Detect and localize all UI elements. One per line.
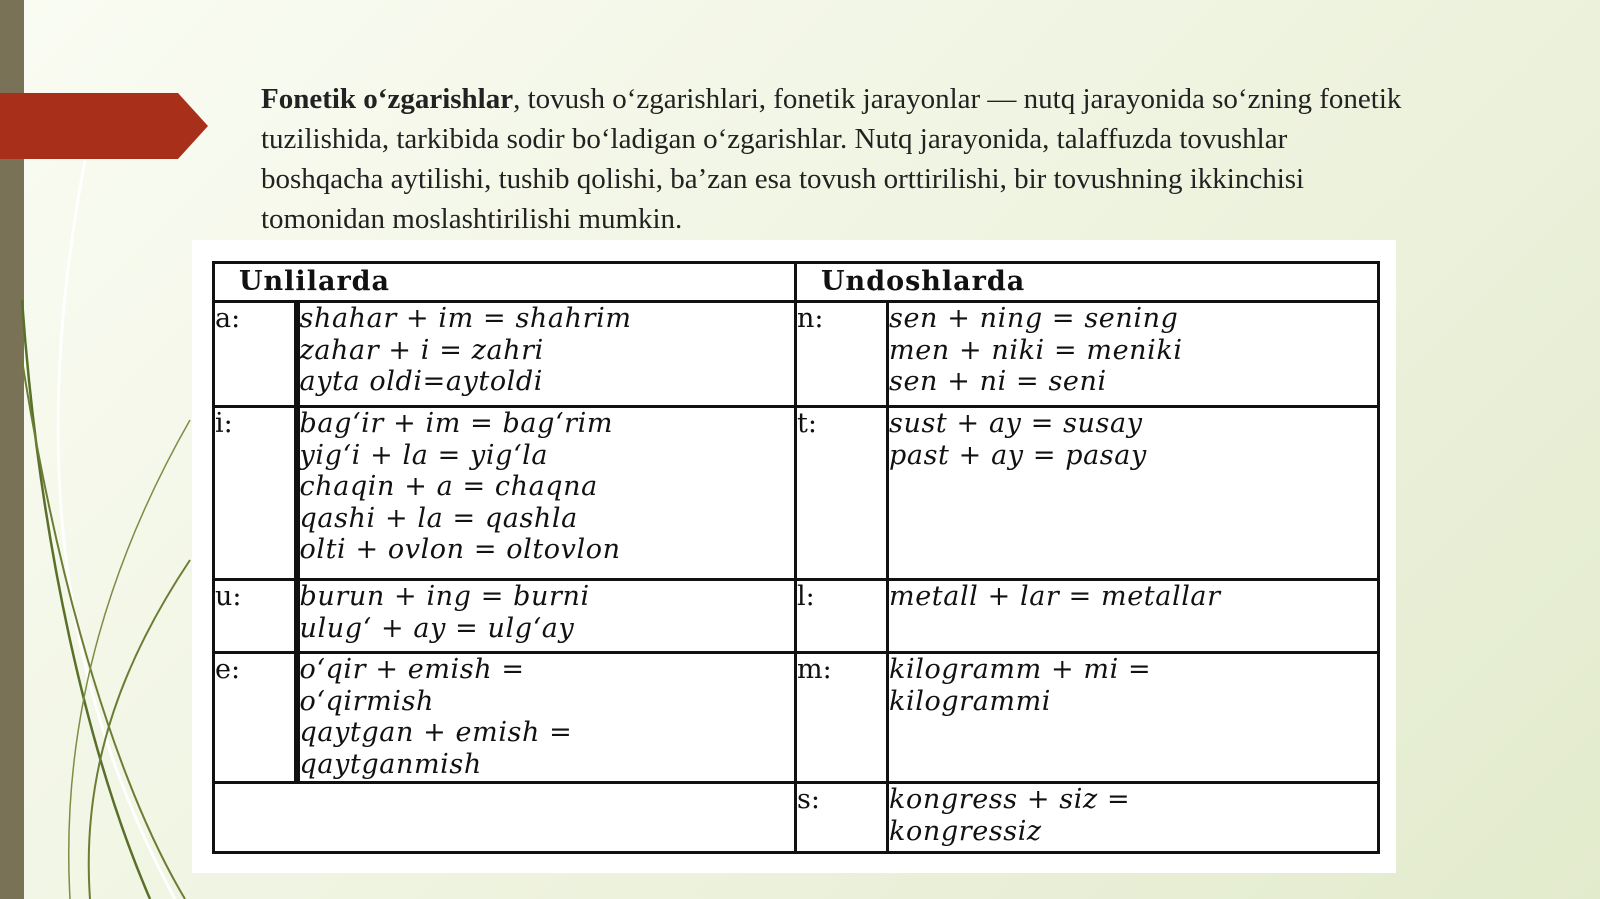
phonetic-changes-table [212,261,1380,854]
example-line: ulug‘ + ay = ulg‘ay [299,612,575,644]
red-arrow-marker [0,93,208,159]
example-line: ayta oldi=aytoldi [299,366,544,397]
intro-term: Fonetik o‘zgarishlar [261,83,514,115]
intro-paragraph [261,79,1406,239]
consonant-examples [888,302,1379,407]
vowel-examples [297,653,796,783]
example-line: yig‘i + la = yig‘la [299,439,549,471]
consonant-examples [888,407,1379,580]
example-line: men + niki = meniki [889,334,1183,366]
example-line: bag‘ir + im = bag‘rim [299,408,614,439]
empty-vowel-cell [214,783,796,853]
example-line: past + ay = pasay [889,439,1147,471]
example-line: sen + ning = sening [889,303,1179,334]
example-table-panel [192,240,1396,873]
table-row [214,580,1379,653]
table-row [214,407,1379,580]
consonant-label: l: [796,580,888,653]
vowel-label: e: [214,653,297,783]
consonant-label: m: [796,653,888,783]
table-header-row [214,263,1379,302]
vowel-examples [297,302,796,407]
header-vowels: Unlilarda [214,263,796,302]
example-line: o‘qirmish [299,685,435,717]
table-row [214,653,1379,783]
example-line: zahar + i = zahri [299,334,544,366]
consonant-label: n: [796,302,888,407]
example-line: burun + ing = burni [299,581,590,612]
vowel-label: a: [214,302,297,407]
consonant-label: s: [796,783,888,853]
vowel-label: i: [214,407,297,580]
consonant-label: t: [796,407,888,580]
consonant-examples [888,783,1379,853]
consonant-examples [888,653,1379,783]
example-line: sust + ay = susay [889,408,1143,439]
example-line: o‘qir + emish = [299,654,525,685]
example-line: chaqin + a = chaqna [299,471,598,502]
consonant-examples [888,580,1379,653]
example-line: qaytgan + emish = [299,717,573,748]
example-line: olti + ovlon = oltovlon [299,534,621,565]
header-consonants: Undoshlarda [796,263,1379,302]
table-row [214,302,1379,407]
example-line: kongress + siz = [889,784,1131,815]
example-line: kongressiz [889,815,1042,847]
example-line: qaytganmish [299,748,482,780]
example-line: kilogramm + mi = [889,654,1152,685]
example-line: shahar + im = shahrim [299,303,632,334]
vowel-examples [297,407,796,580]
vowel-label: u: [214,580,297,653]
example-line: qashi + la = qashla [299,502,578,534]
example-line: metall + lar = metallar [889,581,1221,612]
example-line: sen + ni = seni [889,366,1107,397]
intro-text: , tovush o‘zgarishlari, fonetik jarayonlar — nutq jarayonida so‘zning fonetik tuzilishida, tarkibida sodir bo‘ladigan o‘zgarishlar. Nutq jarayonida, talaffuzda tovushlar boshqacha aytilishi, tushib qolishi, ba’zan esa tovush orttirilishi, bir tovushning ikkinchisi tomonidan moslashtirilishi mumkin. [261,83,1402,235]
example-line: kilogrammi [889,685,1052,717]
vowel-examples [297,580,796,653]
table-row [214,783,1379,853]
